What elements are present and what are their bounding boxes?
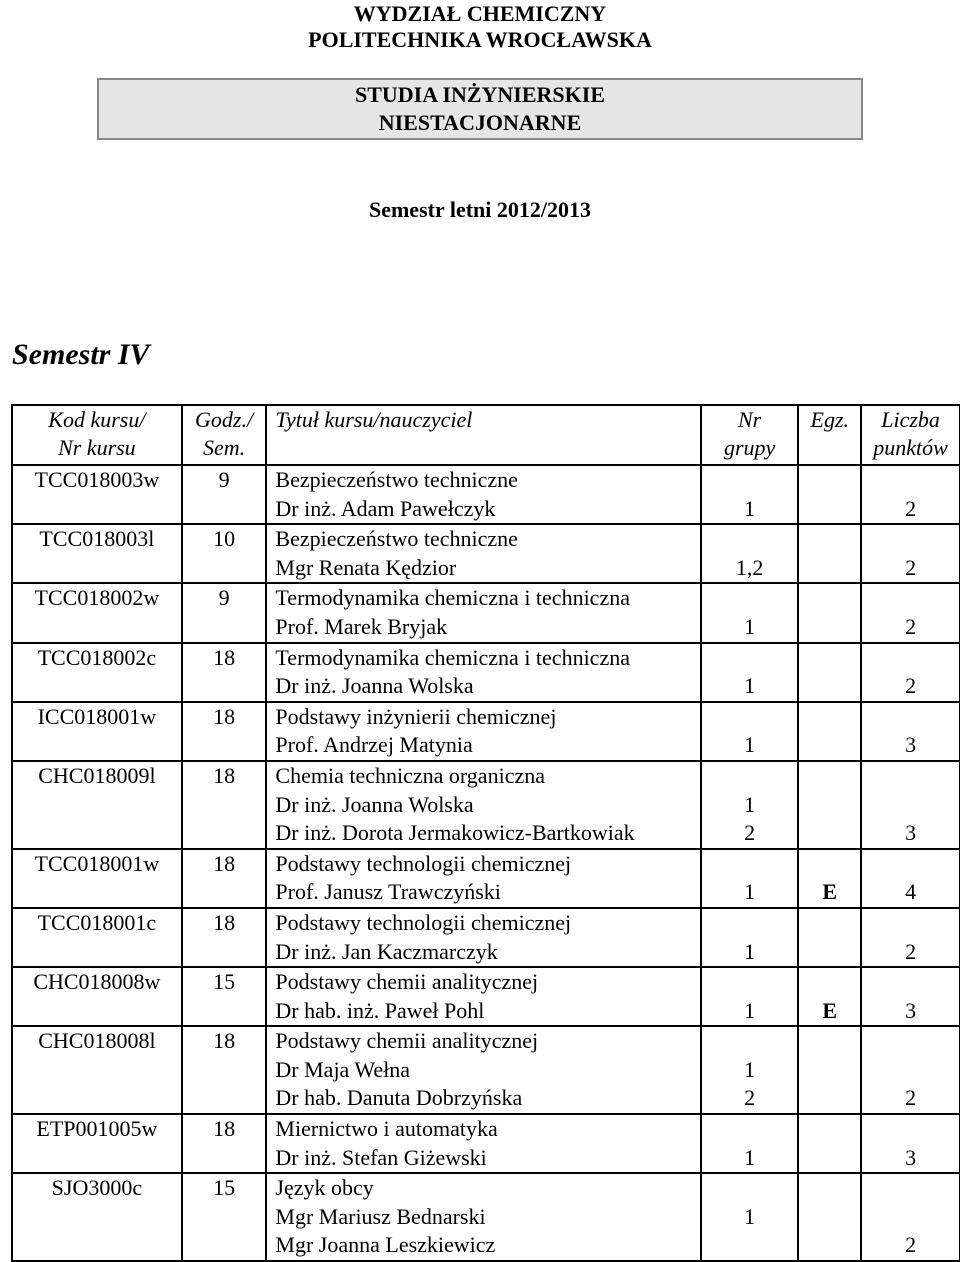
credit-points: 2 bbox=[905, 613, 917, 639]
course-title: Chemia techniczna organiczna bbox=[275, 762, 545, 788]
course-title: Język obcy bbox=[275, 1175, 374, 1201]
points-cell bbox=[861, 583, 960, 642]
credit-points bbox=[862, 791, 959, 820]
exam-cell bbox=[798, 1173, 861, 1261]
course-code: CHC018009l bbox=[38, 762, 156, 788]
credit-points bbox=[862, 968, 959, 997]
course-code-cell bbox=[12, 1026, 182, 1114]
course-code-cell bbox=[12, 849, 182, 908]
credit-points bbox=[862, 703, 959, 732]
course-code: TCC018003l bbox=[39, 526, 155, 552]
exam-flag bbox=[799, 762, 860, 791]
credit-points bbox=[862, 762, 959, 791]
group-number: 1 bbox=[744, 997, 756, 1023]
exam-flag bbox=[799, 1203, 860, 1232]
header-code-line2: Nr kursu bbox=[58, 435, 136, 460]
course-hours: 10 bbox=[213, 526, 236, 552]
hours-cell bbox=[182, 967, 267, 1026]
title-cell bbox=[266, 967, 700, 1026]
study-type-line1: STUDIA INŻYNIERSKIE bbox=[354, 82, 606, 107]
title-cell bbox=[266, 1114, 700, 1173]
points-cell bbox=[861, 1173, 960, 1261]
credit-points: 2 bbox=[905, 495, 917, 521]
group-cell bbox=[701, 1114, 799, 1173]
hours-cell bbox=[182, 849, 267, 908]
exam-flag bbox=[799, 1027, 860, 1056]
group-number: 1 bbox=[744, 673, 756, 699]
group-number: 1 bbox=[744, 879, 756, 905]
group-number: 1 bbox=[744, 1056, 756, 1082]
credit-points bbox=[862, 644, 959, 673]
exam-cell bbox=[798, 702, 861, 761]
points-cell bbox=[861, 702, 960, 761]
title-cell bbox=[266, 465, 700, 524]
credit-points: 3 bbox=[905, 997, 917, 1023]
credit-points bbox=[862, 1115, 959, 1144]
course-teacher: Dr inż. Jan Kaczmarczyk bbox=[275, 938, 498, 964]
group-number bbox=[702, 525, 798, 554]
points-cell bbox=[861, 524, 960, 583]
course-teacher: Dr inż. Stefan Giżewski bbox=[275, 1144, 487, 1170]
exam-flag bbox=[799, 672, 860, 701]
title-cell bbox=[266, 908, 700, 967]
title-cell bbox=[266, 849, 700, 908]
credit-points bbox=[862, 1027, 959, 1056]
credit-points: 2 bbox=[905, 938, 917, 964]
course-hours: 15 bbox=[213, 1175, 236, 1201]
course-teacher: Prof. Andrzej Matynia bbox=[275, 732, 473, 758]
course-code: TCC018003w bbox=[34, 467, 160, 492]
exam-flag bbox=[799, 584, 860, 613]
group-number: 2 bbox=[744, 820, 756, 846]
hours-cell bbox=[182, 761, 267, 849]
exam-flag bbox=[799, 644, 860, 673]
course-teacher: Prof. Marek Bryjak bbox=[275, 613, 448, 639]
table-body bbox=[12, 465, 960, 1261]
group-number: 1 bbox=[744, 791, 756, 817]
hours-cell bbox=[182, 1114, 267, 1173]
group-number: 1 bbox=[744, 1144, 756, 1170]
group-cell bbox=[701, 524, 799, 583]
credit-points bbox=[862, 584, 959, 613]
table-row bbox=[12, 908, 960, 967]
header-code-line1: Kod kursu/ bbox=[48, 407, 146, 432]
credit-points bbox=[862, 1203, 959, 1232]
course-code-cell bbox=[12, 702, 182, 761]
group-number bbox=[702, 850, 798, 879]
points-cell bbox=[861, 908, 960, 967]
exam-flag bbox=[799, 1174, 860, 1203]
credit-points: 2 bbox=[905, 1232, 917, 1258]
course-title: Bezpieczeństwo techniczne bbox=[275, 526, 518, 552]
title-cell bbox=[266, 1026, 700, 1114]
table-row bbox=[12, 849, 960, 908]
points-cell bbox=[861, 967, 960, 1026]
group-cell bbox=[701, 702, 799, 761]
exam-flag bbox=[799, 819, 860, 848]
exam-flag bbox=[799, 731, 860, 760]
group-number bbox=[702, 762, 798, 791]
course-hours: 18 bbox=[213, 909, 236, 935]
course-code-cell bbox=[12, 1114, 182, 1173]
semester-year: Semestr letni 2012/2013 bbox=[368, 197, 591, 222]
credit-points: 2 bbox=[905, 673, 917, 699]
course-code-cell bbox=[12, 761, 182, 849]
table-row bbox=[12, 702, 960, 761]
table-row bbox=[12, 583, 960, 642]
hours-cell bbox=[182, 908, 267, 967]
course-teacher: Dr hab. inż. Paweł Pohl bbox=[275, 997, 485, 1023]
title-cell bbox=[266, 583, 700, 642]
course-teacher: Dr inż. Adam Pawełczyk bbox=[275, 495, 496, 521]
course-teacher: Dr inż. Joanna Wolska bbox=[275, 673, 474, 699]
table-row bbox=[12, 643, 960, 702]
exam-flag bbox=[799, 938, 860, 967]
group-number: 1 bbox=[744, 613, 756, 639]
credit-points: 4 bbox=[905, 879, 917, 905]
title-cell bbox=[266, 1173, 700, 1261]
group-cell bbox=[701, 583, 799, 642]
group-cell bbox=[701, 643, 799, 702]
course-hours: 18 bbox=[213, 1116, 236, 1142]
course-code-cell bbox=[12, 643, 182, 702]
title-cell bbox=[266, 643, 700, 702]
group-cell bbox=[701, 849, 799, 908]
group-number bbox=[702, 1231, 798, 1260]
table-row bbox=[12, 1026, 960, 1114]
group-number bbox=[702, 644, 798, 673]
header-title bbox=[266, 405, 700, 465]
title-cell bbox=[266, 702, 700, 761]
course-code-cell bbox=[12, 465, 182, 524]
group-number bbox=[702, 968, 798, 997]
group-cell bbox=[701, 761, 799, 849]
course-hours: 18 bbox=[213, 644, 236, 670]
exam-flag bbox=[799, 554, 860, 583]
group-number bbox=[702, 584, 798, 613]
course-teacher: Dr Maja Wełna bbox=[275, 1056, 411, 1082]
header-hours-line1: Godz./ bbox=[195, 407, 254, 432]
course-code-cell bbox=[12, 524, 182, 583]
exam-cell bbox=[798, 524, 861, 583]
course-code-cell bbox=[12, 967, 182, 1026]
exam-flag: E bbox=[822, 879, 838, 905]
group-number bbox=[702, 1174, 798, 1203]
exam-cell bbox=[798, 1114, 861, 1173]
exam-flag bbox=[799, 466, 860, 495]
title-cell bbox=[266, 524, 700, 583]
course-code: SJO3000c bbox=[51, 1175, 143, 1201]
header-hours bbox=[182, 405, 267, 465]
table-row bbox=[12, 761, 960, 849]
table-row bbox=[12, 1114, 960, 1173]
course-title: Podstawy chemii analitycznej bbox=[275, 969, 539, 995]
course-code: ICC018001w bbox=[37, 703, 157, 729]
header-points-line2: punktów bbox=[873, 435, 948, 460]
header-code bbox=[12, 405, 182, 465]
group-number: 1 bbox=[744, 732, 756, 758]
course-hours: 18 bbox=[213, 850, 236, 876]
credit-points bbox=[862, 466, 959, 495]
exam-flag bbox=[799, 968, 860, 997]
course-title: Bezpieczeństwo techniczne bbox=[275, 467, 518, 492]
exam-cell bbox=[798, 465, 861, 524]
faculty-name: WYDZIAŁ CHEMICZNY bbox=[353, 1, 607, 26]
course-hours: 18 bbox=[213, 762, 236, 788]
credit-points bbox=[862, 1174, 959, 1203]
exam-cell bbox=[798, 849, 861, 908]
credit-points: 3 bbox=[905, 820, 917, 846]
course-code: CHC018008l bbox=[38, 1028, 156, 1054]
credit-points: 2 bbox=[905, 1085, 917, 1111]
points-cell bbox=[861, 643, 960, 702]
course-hours: 18 bbox=[213, 703, 236, 729]
course-code: TCC018001w bbox=[34, 850, 160, 876]
points-cell bbox=[861, 1026, 960, 1114]
course-hours: 18 bbox=[213, 1028, 236, 1054]
group-number bbox=[702, 703, 798, 732]
group-cell bbox=[701, 1173, 799, 1261]
course-title: Podstawy inżynierii chemicznej bbox=[275, 703, 557, 729]
header-exam-text: Egz. bbox=[810, 407, 850, 432]
header-title-text: Tytuł kursu/nauczyciel bbox=[275, 407, 473, 432]
course-teacher: Prof. Janusz Trawczyński bbox=[275, 879, 501, 905]
header-group-line1: Nr bbox=[737, 407, 762, 432]
exam-flag bbox=[799, 909, 860, 938]
course-teacher: Dr inż. Joanna Wolska bbox=[275, 791, 474, 817]
course-table bbox=[11, 404, 960, 1262]
credit-points bbox=[862, 850, 959, 879]
credit-points: 3 bbox=[905, 1144, 917, 1170]
exam-flag bbox=[799, 1084, 860, 1113]
exam-flag bbox=[799, 1115, 860, 1144]
course-code-cell bbox=[12, 908, 182, 967]
group-cell bbox=[701, 967, 799, 1026]
table-row bbox=[12, 1173, 960, 1261]
course-code-cell bbox=[12, 583, 182, 642]
exam-flag bbox=[799, 525, 860, 554]
course-code-cell bbox=[12, 1173, 182, 1261]
table-row bbox=[12, 524, 960, 583]
exam-cell bbox=[798, 643, 861, 702]
group-number: 2 bbox=[744, 1085, 756, 1111]
points-cell bbox=[861, 1114, 960, 1173]
credit-points: 3 bbox=[905, 732, 917, 758]
course-title: Termodynamika chemiczna i techniczna bbox=[275, 585, 630, 611]
course-hours: 9 bbox=[218, 585, 230, 611]
exam-flag bbox=[799, 850, 860, 879]
course-hours: 9 bbox=[218, 467, 230, 492]
header-exam bbox=[798, 405, 861, 465]
exam-cell bbox=[798, 583, 861, 642]
course-code: CHC018008w bbox=[33, 969, 161, 995]
header-group-line2: grupy bbox=[723, 435, 776, 460]
credit-points bbox=[862, 909, 959, 938]
hours-cell bbox=[182, 1026, 267, 1114]
course-teacher: Mgr Joanna Leszkiewicz bbox=[275, 1232, 496, 1258]
exam-flag bbox=[799, 791, 860, 820]
exam-cell bbox=[798, 761, 861, 849]
table-row bbox=[12, 465, 960, 524]
group-number: 1 bbox=[744, 938, 756, 964]
semester-title: Semestr IV bbox=[12, 338, 150, 371]
points-cell bbox=[861, 849, 960, 908]
course-teacher: Mgr Renata Kędzior bbox=[275, 554, 457, 580]
course-teacher: Dr inż. Dorota Jermakowicz-Bartkowiak bbox=[275, 820, 635, 846]
hours-cell bbox=[182, 1173, 267, 1261]
exam-flag bbox=[799, 1144, 860, 1173]
course-title: Termodynamika chemiczna i techniczna bbox=[275, 644, 630, 670]
course-teacher: Dr hab. Danuta Dobrzyńska bbox=[275, 1085, 523, 1111]
study-type-box bbox=[97, 78, 863, 140]
header-group bbox=[701, 405, 799, 465]
course-title: Podstawy chemii analitycznej bbox=[275, 1028, 539, 1054]
exam-cell bbox=[798, 908, 861, 967]
course-title: Miernictwo i automatyka bbox=[275, 1116, 498, 1142]
title-cell bbox=[266, 761, 700, 849]
group-number: 1 bbox=[744, 1203, 756, 1229]
points-cell bbox=[861, 465, 960, 524]
points-cell bbox=[861, 761, 960, 849]
course-code: ETP001005w bbox=[36, 1116, 158, 1142]
hours-cell bbox=[182, 702, 267, 761]
table-header-row bbox=[12, 405, 960, 465]
university-name: POLITECHNIKA WROCŁAWSKA bbox=[308, 27, 652, 52]
course-title: Podstawy technologii chemicznej bbox=[275, 909, 572, 935]
exam-flag: E bbox=[822, 997, 838, 1023]
hours-cell bbox=[182, 524, 267, 583]
hours-cell bbox=[182, 583, 267, 642]
group-number bbox=[702, 1115, 798, 1144]
study-type-line2: NIESTACJONARNE bbox=[378, 110, 582, 135]
group-number: 1,2 bbox=[735, 554, 764, 580]
credit-points bbox=[862, 1056, 959, 1085]
exam-flag bbox=[799, 1231, 860, 1260]
credit-points: 2 bbox=[905, 554, 917, 580]
table-row bbox=[12, 967, 960, 1026]
header-points bbox=[861, 405, 960, 465]
group-number bbox=[702, 1027, 798, 1056]
course-teacher: Mgr Mariusz Bednarski bbox=[275, 1203, 486, 1229]
exam-cell bbox=[798, 1026, 861, 1114]
group-number bbox=[702, 909, 798, 938]
course-code: TCC018001c bbox=[37, 909, 157, 935]
group-cell bbox=[701, 908, 799, 967]
course-code: TCC018002w bbox=[34, 585, 160, 611]
header-points-line1: Liczba bbox=[881, 407, 940, 432]
hours-cell bbox=[182, 465, 267, 524]
course-code: TCC018002c bbox=[37, 644, 157, 670]
group-number bbox=[702, 466, 798, 495]
group-number: 1 bbox=[744, 495, 756, 521]
exam-flag bbox=[799, 1056, 860, 1085]
exam-cell bbox=[798, 967, 861, 1026]
credit-points bbox=[862, 525, 959, 554]
hours-cell bbox=[182, 643, 267, 702]
exam-flag bbox=[799, 613, 860, 642]
exam-flag bbox=[799, 703, 860, 732]
course-hours: 15 bbox=[213, 969, 236, 995]
header-hours-line2: Sem. bbox=[203, 435, 246, 460]
exam-flag bbox=[799, 495, 860, 524]
group-cell bbox=[701, 1026, 799, 1114]
course-title: Podstawy technologii chemicznej bbox=[275, 850, 572, 876]
group-cell bbox=[701, 465, 799, 524]
